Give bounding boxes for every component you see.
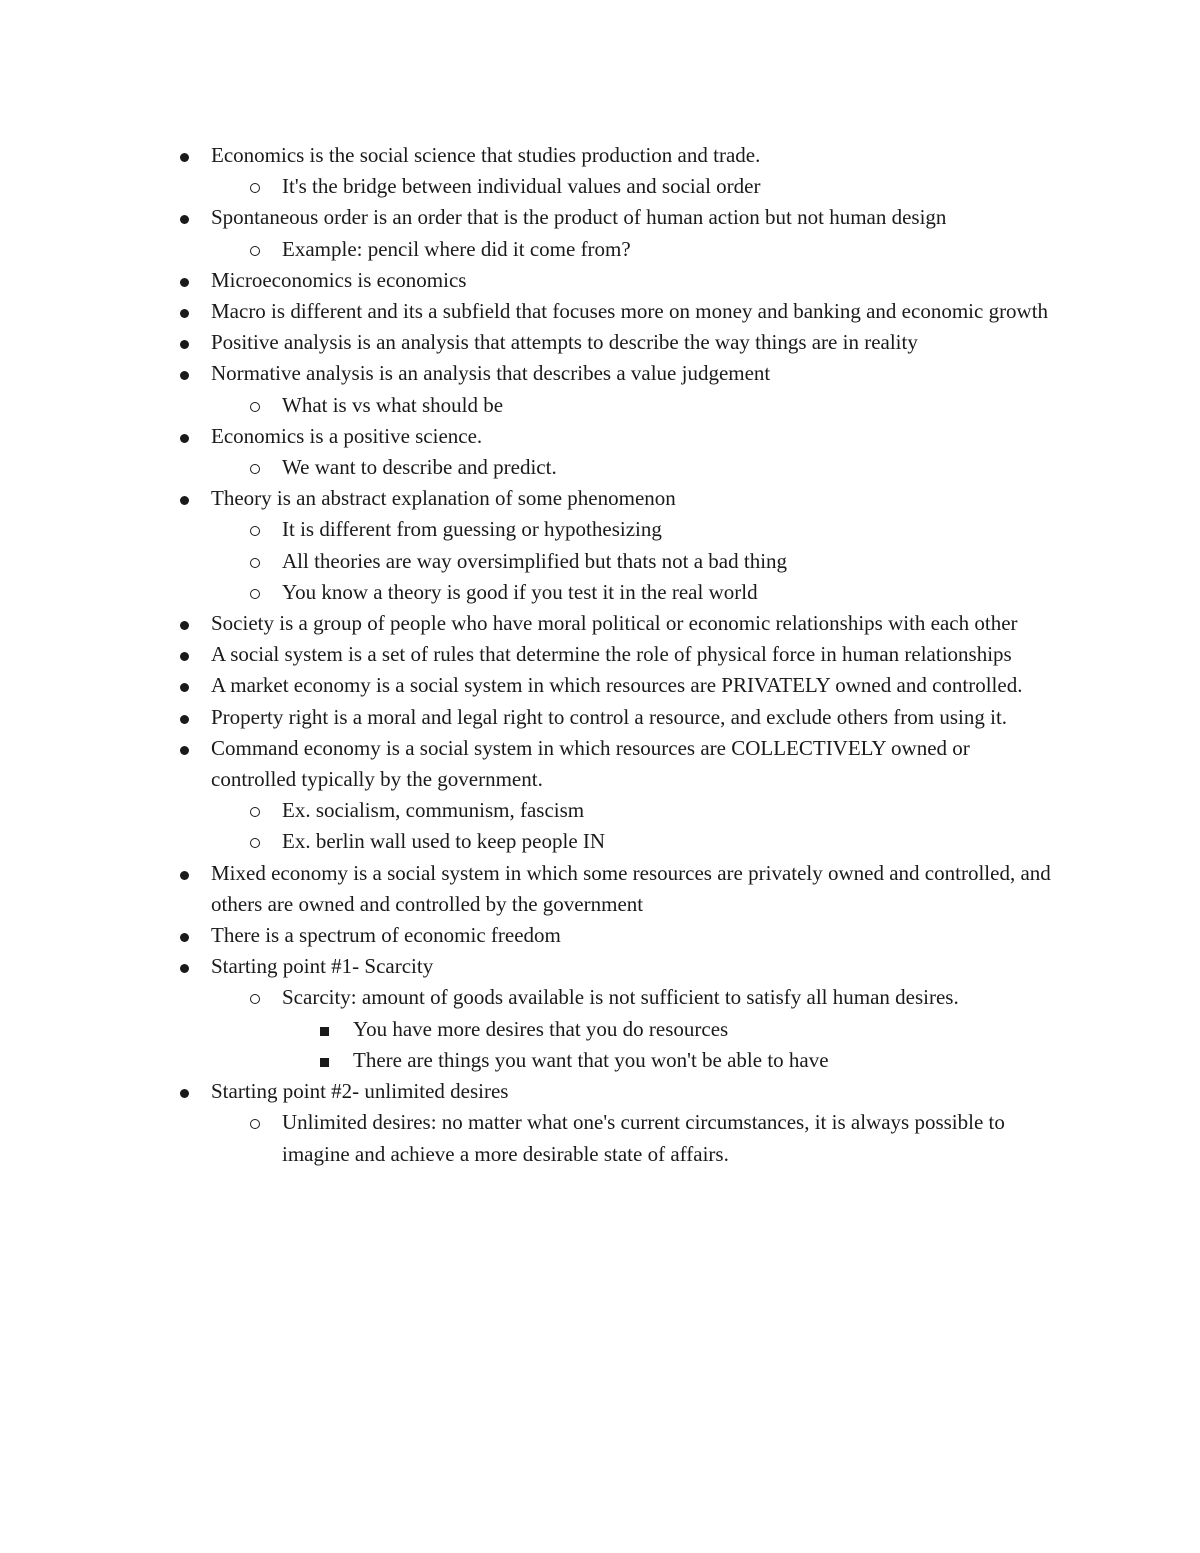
list-item-text: You have more desires that you do resources	[353, 1016, 729, 1041]
list-item	[0, 265, 1051, 296]
filled-circle-bullet-icon	[178, 670, 192, 701]
list-item-text: Spontaneous order is an order that is the product of human action but not human design	[211, 205, 947, 230]
list-item-text: Normative analysis is an analysis that describes a value judgement	[211, 361, 771, 386]
list-item-text: You know a theory is good if you test it in the real world	[282, 579, 758, 604]
list-item	[0, 733, 1051, 795]
list-item-text: Ex. berlin wall used to keep people IN	[282, 829, 606, 854]
list-item	[0, 171, 1062, 202]
list-item	[0, 327, 1051, 358]
filled-circle-bullet-icon	[178, 858, 192, 889]
list-item-text: Mixed economy is a social system in which some resources are privately owned and controlled, and others are owned and controlled by the government	[211, 860, 1051, 916]
list-item-text: Theory is an abstract explanation of some phenomenon	[211, 486, 676, 511]
list-item	[0, 483, 1051, 514]
list-item	[0, 546, 1062, 577]
list-item	[0, 452, 1062, 483]
list-item-text: What is vs what should be	[282, 392, 504, 417]
filled-circle-bullet-icon	[178, 421, 192, 452]
list-item-text: Starting point #1- Scarcity	[211, 954, 434, 979]
list-item	[0, 920, 1051, 951]
list-item-text: Starting point #2- unlimited desires	[211, 1079, 509, 1104]
list-item	[0, 951, 1051, 982]
filled-circle-bullet-icon	[178, 951, 192, 982]
hollow-circle-bullet-icon	[248, 546, 264, 577]
list-item-text: All theories are way oversimplified but thats not a bad thing	[282, 548, 788, 573]
list-item-text: Positive analysis is an analysis that attempts to describe the way things are in reality	[211, 330, 918, 355]
filled-circle-bullet-icon	[178, 327, 192, 358]
square-bullet-icon	[318, 1014, 334, 1045]
list-item	[0, 140, 1051, 171]
filled-circle-bullet-icon	[178, 733, 192, 764]
list-item	[0, 608, 1051, 639]
hollow-circle-bullet-icon	[248, 577, 264, 608]
filled-circle-bullet-icon	[178, 265, 192, 296]
list-item	[0, 702, 1051, 733]
list-item-text: Example: pencil where did it come from?	[282, 236, 631, 261]
filled-circle-bullet-icon	[178, 702, 192, 733]
list-item	[0, 795, 1062, 826]
list-item-text: We want to describe and predict.	[282, 455, 557, 480]
list-item-text: Scarcity: amount of goods available is not sufficient to satisfy all human desires.	[282, 985, 959, 1010]
filled-circle-bullet-icon	[178, 202, 192, 233]
hollow-circle-bullet-icon	[248, 795, 264, 826]
list-item	[0, 421, 1051, 452]
list-item-text: Economics is a positive science.	[211, 423, 483, 448]
list-item	[0, 202, 1051, 233]
list-item-text: A market economy is a social system in which resources are PRIVATELY owned and controlled.	[211, 673, 1023, 698]
hollow-circle-bullet-icon	[248, 982, 264, 1013]
hollow-circle-bullet-icon	[248, 452, 264, 483]
list-item	[0, 234, 1062, 265]
list-item-text: Command economy is a social system in which resources are COLLECTIVELY owned or controlled typically by the government.	[211, 735, 970, 792]
hollow-circle-bullet-icon	[248, 171, 264, 202]
list-item	[0, 982, 1062, 1013]
list-item-text: Ex. socialism, communism, fascism	[282, 798, 585, 823]
filled-circle-bullet-icon	[178, 608, 192, 639]
list-item-text: It is different from guessing or hypothesizing	[282, 517, 662, 542]
hollow-circle-bullet-icon	[248, 1107, 264, 1138]
list-item	[0, 1014, 1053, 1045]
list-item	[0, 358, 1051, 389]
filled-circle-bullet-icon	[178, 140, 192, 171]
list-item	[0, 577, 1062, 608]
square-bullet-icon	[318, 1045, 334, 1076]
list-item	[0, 1076, 1051, 1107]
list-item-text: It's the bridge between individual values and social order	[282, 174, 761, 199]
list-item-text: Property right is a moral and legal right to control a resource, and exclude others from using it.	[211, 704, 1008, 729]
list-item	[0, 826, 1062, 857]
list-item-text: Society is a group of people who have moral political or economic relationships with each other	[211, 611, 1018, 636]
list-item	[0, 514, 1062, 545]
list-item-text: Economics is the social science that studies production and trade.	[211, 143, 761, 167]
list-item	[0, 1107, 1062, 1169]
list-item-text: There is a spectrum of economic freedom	[211, 923, 561, 948]
list-item	[0, 1045, 1053, 1076]
bullet-list	[0, 140, 1200, 1170]
list-item	[0, 858, 1051, 920]
filled-circle-bullet-icon	[178, 920, 192, 951]
hollow-circle-bullet-icon	[248, 390, 264, 421]
list-item	[0, 639, 1051, 670]
filled-circle-bullet-icon	[178, 639, 192, 670]
list-item-text: Unlimited desires: no matter what one's current circumstances, it is always possible to imagine and achieve a more desirable state of affairs.	[282, 1110, 1005, 1166]
hollow-circle-bullet-icon	[248, 234, 264, 265]
hollow-circle-bullet-icon	[248, 514, 264, 545]
list-item-text: Microeconomics is economics	[211, 267, 467, 292]
list-item-text: Macro is different and its a subfield that focuses more on money and banking and economic growth	[211, 299, 1049, 324]
list-item-text: There are things you want that you won't be able to have	[353, 1047, 829, 1072]
list-item-text: A social system is a set of rules that determine the role of physical force in human relationships	[211, 642, 1012, 667]
filled-circle-bullet-icon	[178, 483, 192, 514]
filled-circle-bullet-icon	[178, 296, 192, 327]
list-item	[0, 296, 1051, 327]
list-item	[0, 390, 1062, 421]
hollow-circle-bullet-icon	[248, 826, 264, 857]
filled-circle-bullet-icon	[178, 1076, 192, 1107]
list-item	[0, 670, 1051, 701]
filled-circle-bullet-icon	[178, 358, 192, 389]
